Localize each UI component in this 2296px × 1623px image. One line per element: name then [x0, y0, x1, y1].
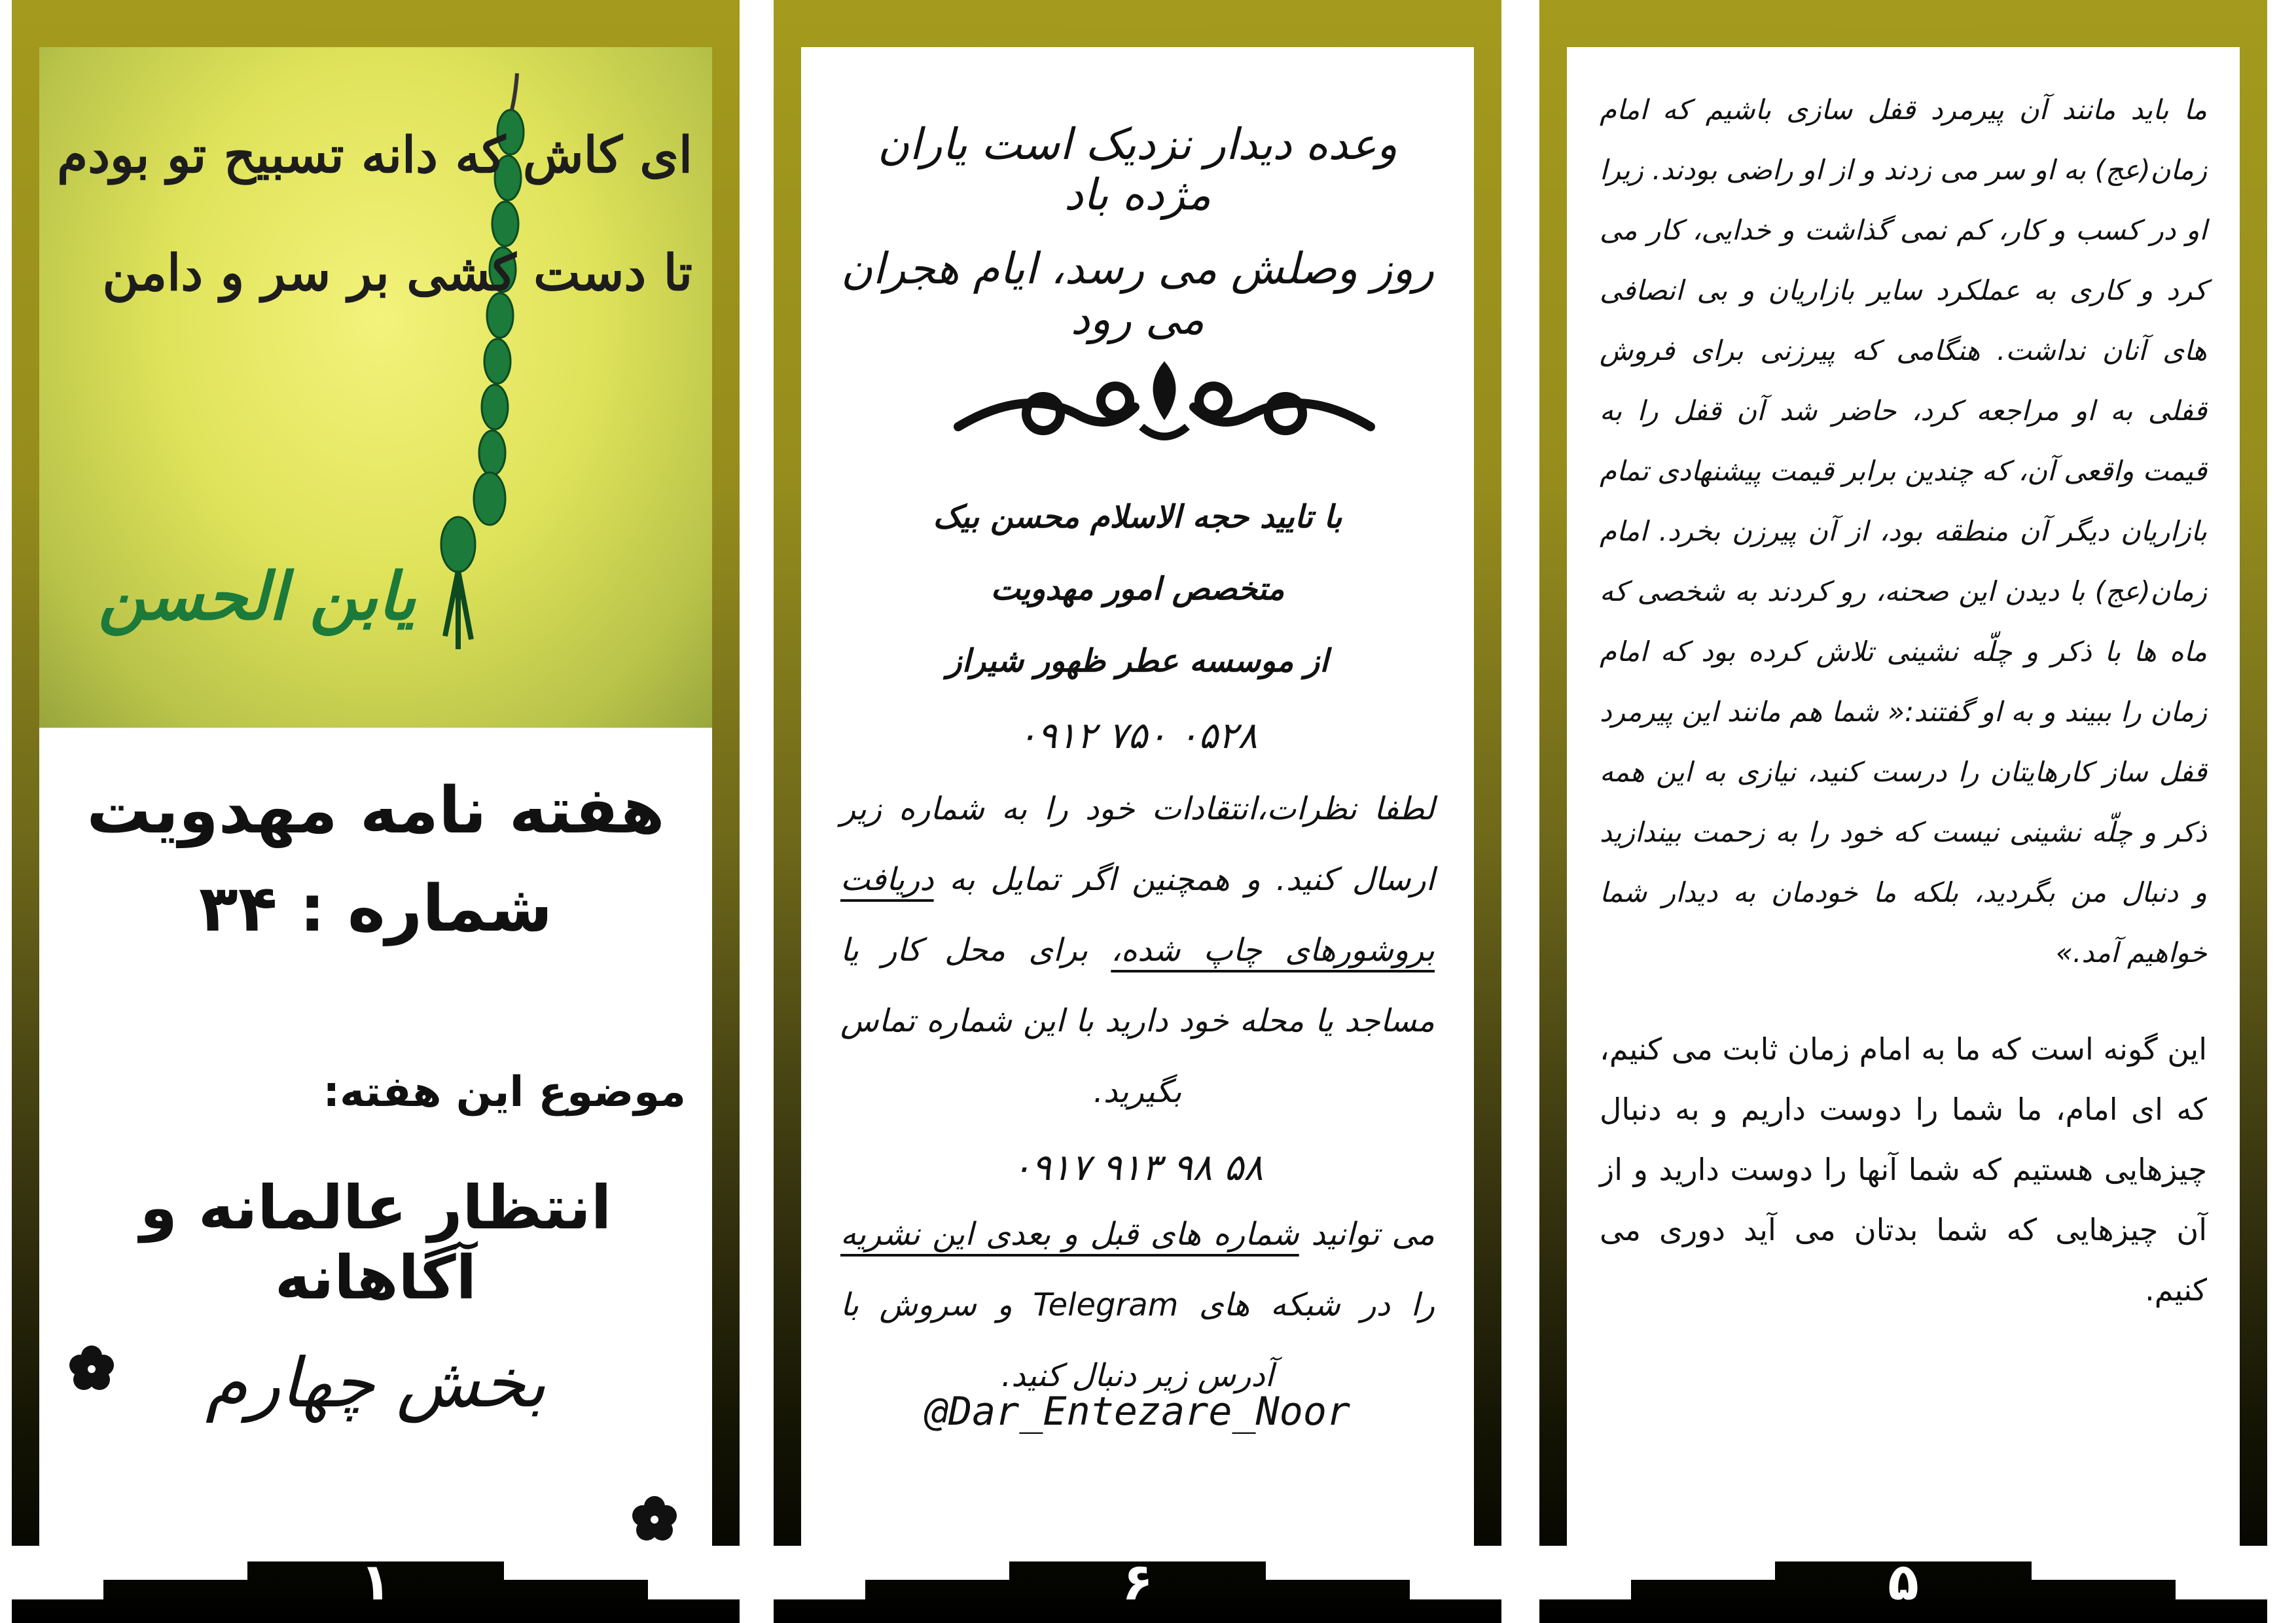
topic-label: موضوع این هفته: — [323, 1068, 686, 1116]
approval-line-3: از موسسه عطر ظهور شیراز — [946, 643, 1329, 679]
calligraphy-yaban-alhasan: یابن الحسن — [98, 558, 416, 635]
panel-top-tab — [304, 0, 448, 27]
poem-line-2: روز وصلش می رسد، ایام هجران می رود — [840, 243, 1435, 344]
newsletter-title: هفته نامه مهدویت — [86, 774, 665, 848]
panel-back — [774, 0, 1501, 1623]
panel-top-tab — [1066, 0, 1210, 27]
ornament-divider-icon — [945, 348, 1384, 459]
conclusion-paragraph: این گونه است که ما به امام زمان ثابت می کنیم، که ای امام، ما شما را دوست داریم و به دنبال چیزهایی هستیم که شما آنها را دوست دارید و از آن چیزهایی که شما بدتان می آید دوری می کنیم. — [1600, 1031, 2207, 1308]
approval-line-2: متخصص امور مهدویت — [990, 571, 1285, 607]
issues-link: شماره های قبل و بعدی این نشریه — [840, 1216, 1299, 1253]
panel-cover-inner — [39, 47, 712, 1546]
page-number: ۱ — [360, 1553, 391, 1612]
page-number: ۶ — [1122, 1553, 1153, 1612]
cover-image — [39, 47, 712, 728]
contact-paragraph: لطفا نظرات،انتقادات خود را به شماره زیر ارسال کنید. و همچنین اگر تمایل به دریافت بروشورهای چاپ شده، برای محل کار یا مساجد یا محله خود دارید با این شماره تماس بگیرید. — [840, 791, 1435, 1110]
panel-back-inner — [801, 47, 1474, 1546]
calligraphy-line-2: تا دست کشی بر سر و دامن — [102, 243, 692, 302]
panel-inner-story — [1539, 0, 2267, 1623]
panel-cover — [12, 0, 740, 1623]
poem-line-1: وعده دیدار نزدیک است یاران مژده باد — [877, 119, 1398, 220]
phone-number-2: ۰۹۱۷ ۹۱۳ ۹۸ ۵۸ — [1011, 1147, 1264, 1189]
page-number: ۵ — [1888, 1553, 1919, 1612]
calligraphy-line-1: ای کاش که دانه تسبیح تو بودم — [57, 126, 692, 184]
channels-paragraph: می توانید شماره های قبل و بعدی این نشریه را در شبکه های Telegram و سروش با آدرس زیر دنبال کنید. — [840, 1216, 1435, 1394]
story-paragraph: ما باید مانند آن پیرمرد قفل سازی باشیم که امام زمان(عج) به او سر می زدند و از او راضی بودند. زیرا او در کسب و کار، کم نمی گذاشت و خدایی، کار می کرد و کاری به عملکرد سایر بازاریان و بی انصافی های آنان نداشت. هنگامی که پیرزنی برای فروش قفلی به او مراجعه کرد، حاضر شد آن قفل را به قیمت واقعی آن، که چندین برابر قیمت پیشنهادی تمام بازاریان دیگر آن منطقه بود، از آن پیرزن بخرد. امام زمان(عج) با دیدن این صحنه، رو کردند به شخصی که ماه ها با ذکر و چلّه نشینی تلاش کرده بود که امام زمان را ببیند و به او گفتند:« شما هم مانند این پیرمرد قفل ساز کارهایتان را درست کنید، نیازی به این همه ذکر و چلّه نشینی نیست که خود را به زحمت بیندازید و دنبال من بگردید، بلکه ما خودمان به دیدار شما خواهیم آمد.» — [1600, 94, 2207, 969]
flower-icon — [628, 1493, 681, 1546]
channel-handle: @Dar_Entezare_Noor — [924, 1389, 1351, 1435]
phone-number-1: ۰۹۱۲ ۷۵۰ ۰۵۲۸ — [1017, 715, 1258, 757]
panel-inner-story-inner — [1567, 47, 2240, 1546]
panel-top-tab — [1831, 0, 1975, 27]
issue-number: شماره : ۳۴ — [198, 872, 553, 946]
printed-brochures-link: دریافت بروشورهای چاپ شده، — [840, 861, 1435, 969]
part-label: بخش چهارم — [205, 1343, 547, 1423]
flower-icon — [65, 1343, 118, 1395]
topic-title: انتظار عالمانه و آگاهانه — [139, 1173, 612, 1313]
approval-line-1: با تایید حجه الاسلام محسن بیک — [933, 499, 1342, 535]
